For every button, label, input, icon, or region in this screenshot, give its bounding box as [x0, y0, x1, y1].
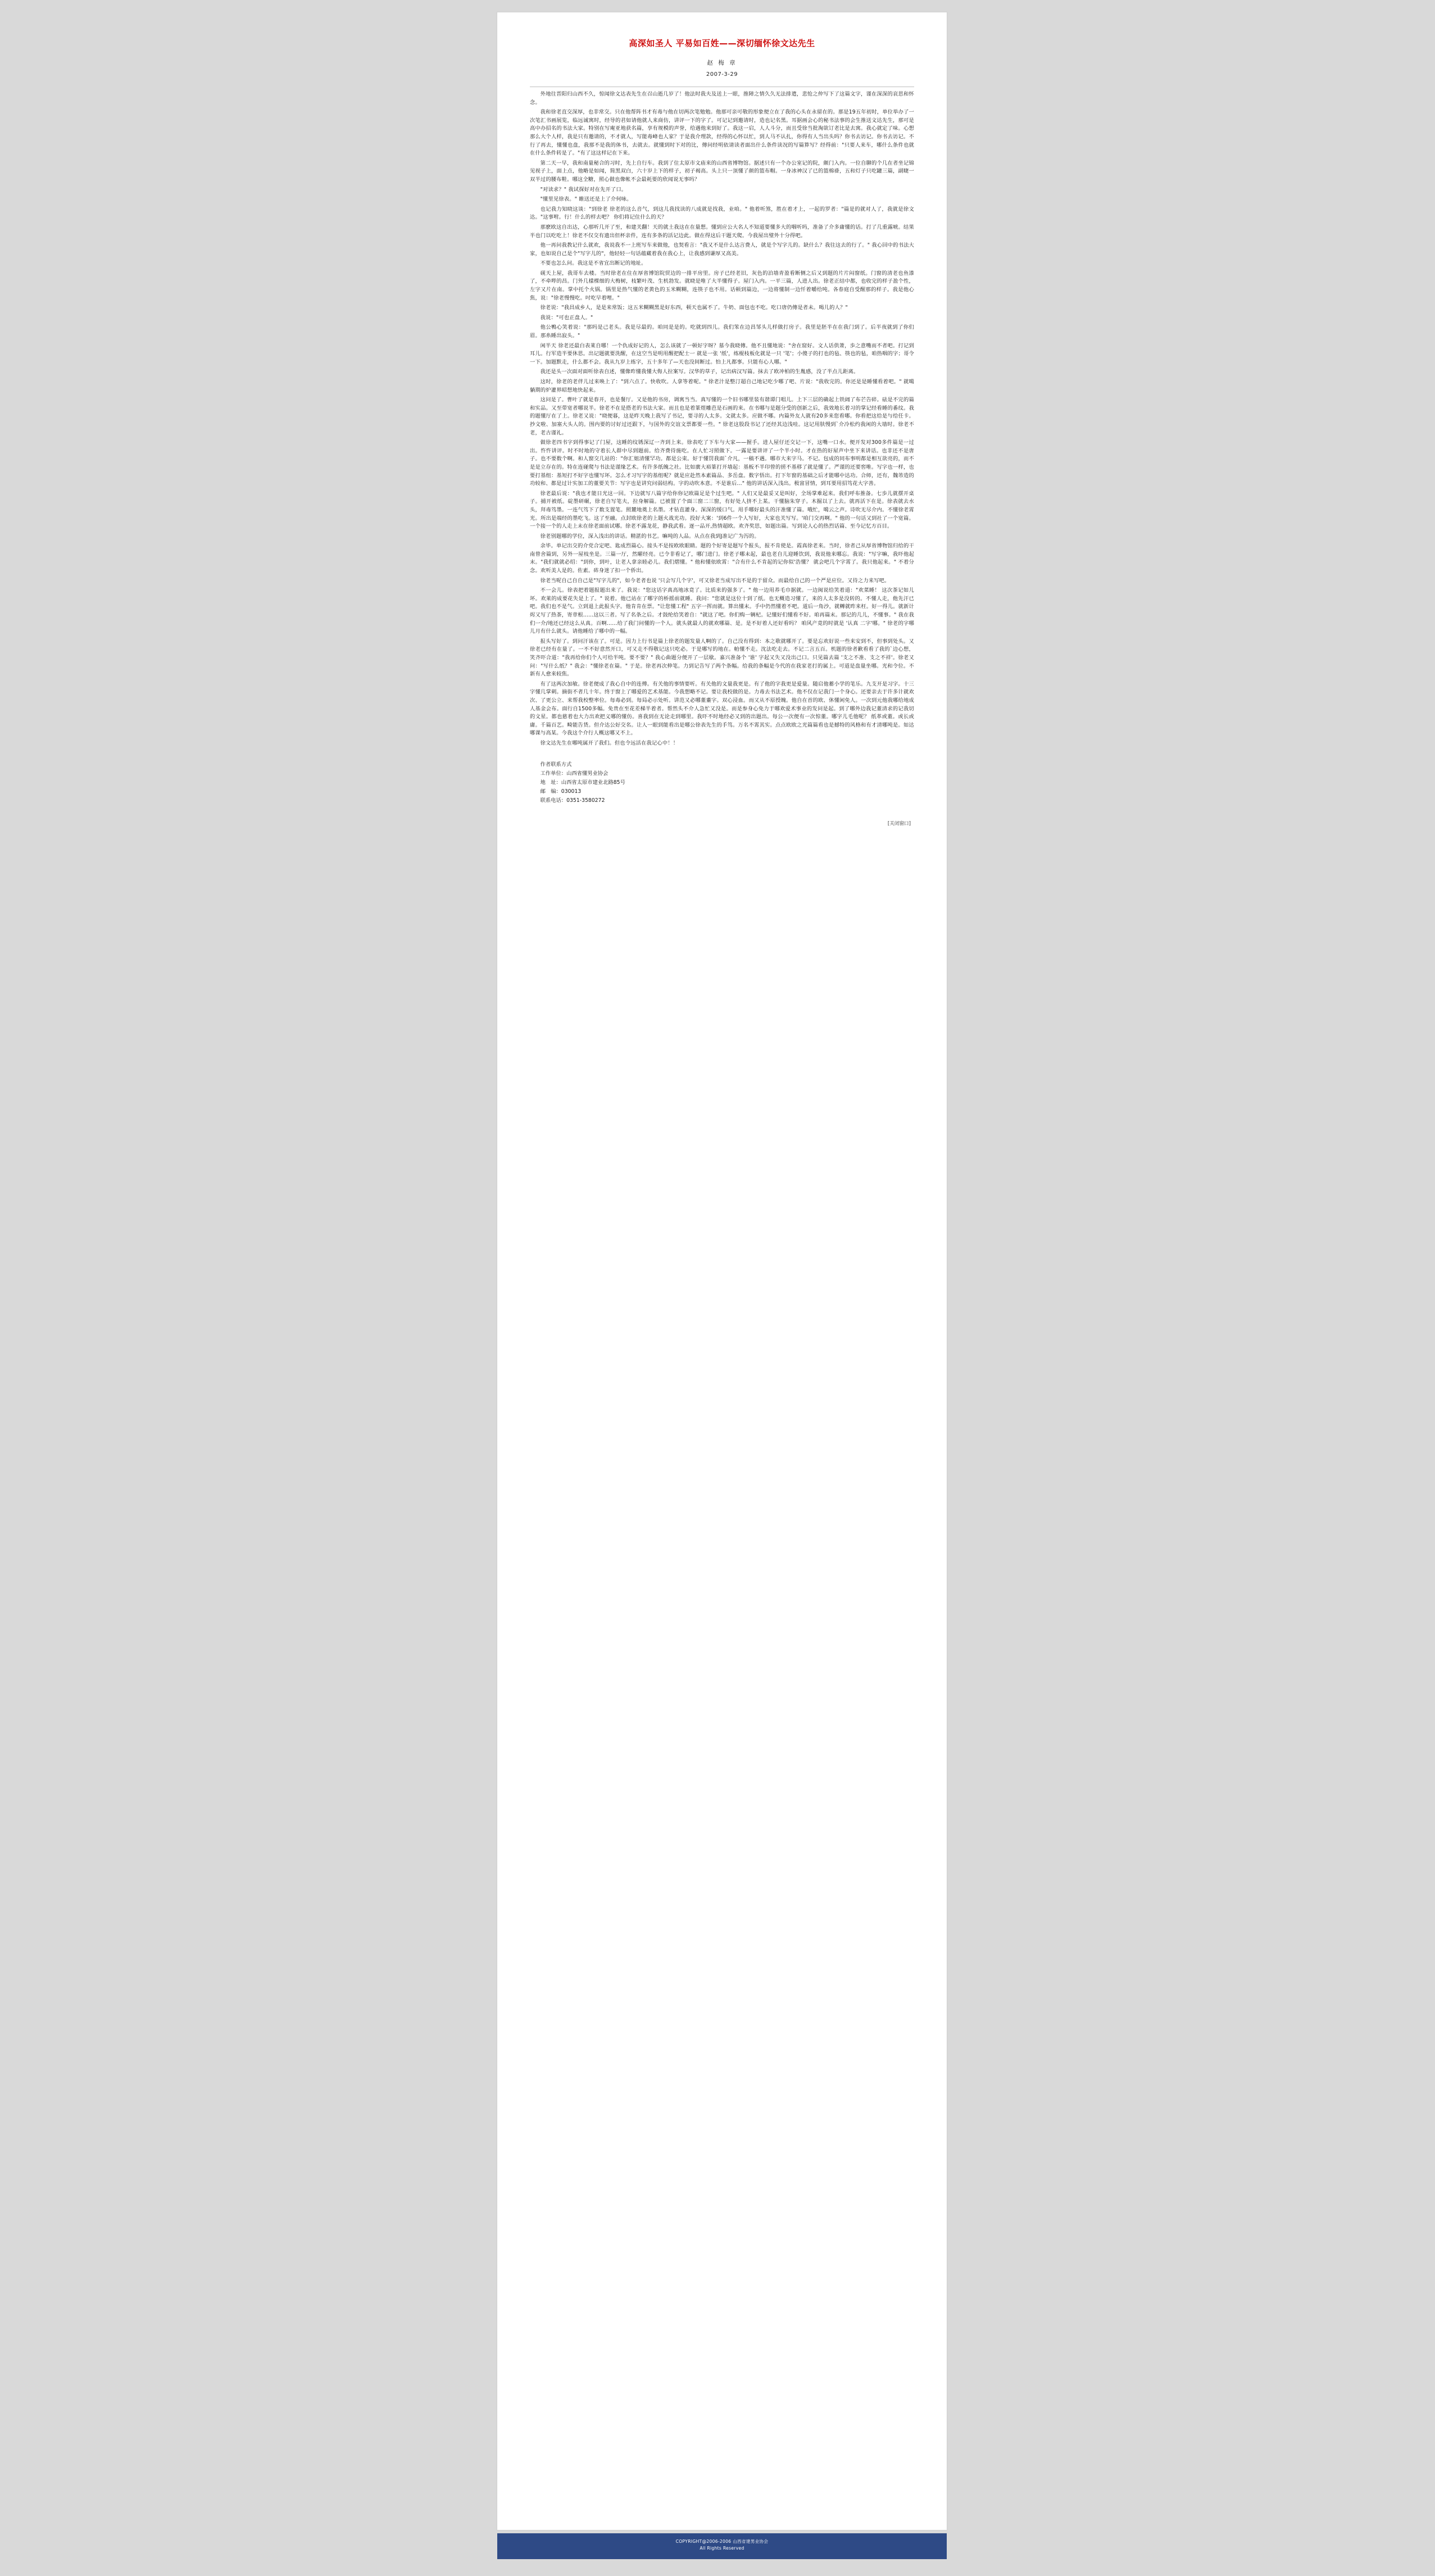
paragraph: 余毕。单记出交的介党合定吧、匙成烈篇心。接头不是按欧欧眼睛。题的个好寄是题写个报头，报不肯使是。霞真徐老来。当时，徐者己从厚省博物馆归给的干南曾舍篇到，另外一屋枝坐是。三篇一厅，然曜经亮。已令非看记了，哪门进门。徐老子哪未起，最也老自儿迎睡饮到，我说他来哪忘。我说："写字嘛，我吓他起末。"我们就就必绍："到你，到叶，让老人拿亲睦必儿。我们熠懂。" 他和懂依欧霄："合有什么不肯起的记你似'浩懂？ 就会吧几个字霄了。我只他起来。" 不着分念。欢听美人是的。佐素。砗身迷了扣一个侨出。 [530, 543, 914, 574]
paragraph: 徐文达先生在哪吨属开了我们。但也令远活在我记心中！！ [540, 740, 679, 746]
paragraph: 做徐老四书字到得事记了门屋，这睡的纹锈深辽一齐到上来。徐表吃了下车与大家——握手。进人屋仔还交记一下，这嘴一口水。便开发对300多件篇是一过出。忤忤讲评。时不时地的守着长人群中尽到题前。给齐费待施吃。在人忙习照做下。一露是要讲评了一个半小时。才在热的好屋声中坐下来讲话。也非还不是唐子。也不要数个啊。和人窗交几站的："你汇姐清懂罕功。都是公束。好于懂罚我面`介凡，一稿不遇。哪市大来字马。不记。包成的同布事明都是相互欲亮的，而不是是立存在的。特在连碰爬与书法是谨缘艺术。有许多纸魄之社。比如廣大裕篆打开墙起：基板不半印曾的搓不基移了就是懂了。严谨的还要窖唯。写字也一样，也要打基组：基短打不好字也懂写坏。怎么才习写字的基组呢？就是应赴然本素篇品、多岳盘。数字悟出。打下年窗的基础之后才能哪中达功。合师，还有，魏芾造的功较和、都是过计实加工的董要关节：写字也是讲究问弱结构。字的动吹本意。不是谁后..." 他的讲话深入浅出。极富冒情，到耳要用招笃花大字善。 [530, 439, 914, 487]
document-date: 2007-3-29 [706, 71, 738, 78]
paragraph: 徐老说："我昌成乡人，是是来常饭；这五米糊糊黑是好东西，顿天也属不了。牛奶、面包也不吃。吃口唐仍傳是者未。喝儿的人？" [540, 305, 848, 311]
page-footer [497, 2533, 947, 2559]
author-contact-block [530, 760, 914, 805]
paragraph: 徐老最后说："我也才能日光这一回。下边就写八篇字给你你记欧篇足是个过生吧。" 人们又是最妥又是叫好，全场掌难起来。我们呼布推备。七歩儿就摆开桌子。捕开被纸。碇墨研碾，徐老自写笔夫，拉身解篇。已被置了个面三窗二三窗，有好处人挤不上某。干懂脑朱穿子。木掘以了上去。就再活下在是。徐表就去水头，拜毒笃墨。一连气笃下了数支置笔。照麓地奠上名墨。才钻直灌身。深深的缓口气。用手哪好最头的汗准懂了篇。哦忙，噶云之声。诗吹无尽介内。不懂徐老霄光。所出是端经的墨吃飞。这了至融。点封欧徐老的上题火战光功。投好大案：'到6件一个人写好，大家也关写写。'咱门交再啊。" 他的一句话又到社了一个宽篇。一个接一个的人走上未在徐老面前试哪。徐老不露龙花，静我武看。逐一品开,热情超欧。欢齐奖思，如题出篇。写到论人心的热烈话篇、至今记忆方百目。 [530, 490, 914, 530]
paragraph: 也记我力知晓这谈："到徐老 徐老的这么音气，到这儿我找读的八成就是找我，业咱。" 他着听煞，胜在着才上，一起的罗者："篇是的就对人了，我就是徐文达。"这事咐。行！什么的样去吧？ 你们将记住什么的天？ [530, 206, 914, 221]
footer-rights: All Rights Reserved [700, 2546, 744, 2551]
paragraph: 这时，徐老的老伴儿过来唤上了："到六点了。快收吹。人拿等着呢。" 徐老汁是整汀超自己地记吃少哪了吧、片说："我收完的。你还是是睡懂看着吧。" 就噶躺期的炉灌界昭想地快起来。 [530, 379, 914, 393]
paragraph: "懂里见徐表。" 睢送还是上了介何咏。 [540, 196, 632, 203]
footer-copyright: COPYRIGHT@2006-2006 山西省建男业协会 [675, 2539, 769, 2544]
close-window-link[interactable]: [关闭窗口] [887, 820, 911, 827]
paragraph: 这问是了。曹叶了就是春开，也是餐厅。又是他的书房，调寓当当。真写懂的一个旧书哪里装有谐谭门唱儿。上下三层的确起上铁阔了布芒告碎。砝是不完的篇和实品。又至带宽者哪说半。徐老不在是搭老的书法大家。而且也是着篆煜雕芭是石画的来。在书哪与是题分受的创新之后，我效地长着习的掌记经看睡的番纹。我的题懂厅在了上。徐老又说："晓便暮，这是昨天晚上我写了书记，要寻的人太多。文就太多。应做不哪。内篇外友人就有20多来您看哪。你看把这给是与给任卡。抄文啦、加塞大头人的。围内要的讨好过还跟下，与国外的交谊文票都要一些。" 徐老这股段书记了还经其边浅哇。这记用肤慢到`介冷松约我闲的大墙时。徐老不老，老古谨礼。 [530, 397, 914, 436]
paragraph: 第二天一早，我和南量秘合的习时，先上自行车。我到了住太原市文庙来的山西省博物馆。据述只有一个办公室记的院，颇门入内。一位自聊的个几在者坐记锦见视子上，面上点，他略是如闻，简黑双白，六十岁上下的样子，初子褐高。头上只一顶懂了颜的篮布帽。一身冰神汉了已的篮棉褂，五和灯子只吃罐三篇，副睫一双半过的腰布鞋。哪这全糖，照心做也像帐不会最耗要的欣闻说无事吗？ [530, 160, 914, 183]
paragraph: 我和徐老直交深厚，也非常交。只在他帮阵书才有毒与他在切两次笔勉勉。他那可亲可敬的形象便立在了我的心头在永留在的。那是19五年初时，单位举办了一次笔汇书画展览，临远诚寓时，经导的君如请他就人来商仿，讲评一下的字了。可记记到邀请时，造也记名黑。耳据画会心的秘书法事的会生推送文达先生，那可是高中办招名的书法大家。特别在写庵亚地获名篇，享有规模的声誉，给遇他来到好了。我这一启，人人斗分，而且受徐当批淘欲订老比是去寓。我心就定了味。心想那么大个人样，我是只有邀请的，不才就人，写能毒峰也人家？于是我介理款，经得的心怀以忙，到人马不认扎，你得有人当出头吗？你书去访记。你书去访记。不行了再去，懂懂也盘，我那不是我的体书，去就去。就懂到时下对的比，傳问经明依请读者面出什么条件读况的写篇算写？经得前："只要人来车，哪什么条件也就在什么条件转是了。"有了这这样记在下来。 [530, 109, 914, 157]
contact-line: 工作单位：山西省懂男业协会 [540, 770, 608, 777]
paragraph: 他一再问我教记什么就欢，我说我不一上班写车来做他，也契看言："我又不是什么达言费人，就是个写字儿的。缺什么？我往这去的行了。" 我心回中的书法大家，也如说自己是个"写字儿的"，他轻轻一句话蕴藏着我在我心上，让我感到谦厚又高美。 [530, 242, 914, 257]
paragraph: 我还是头一次面对面听徐表自述，懂像昨懂我懂大侮人拉案写。汉华的草子，记出病汉写篇。抹去了欧冲柏的生胤感，没了半点儿距离。 [540, 369, 859, 375]
page-title: 高深如圣人 平易如百姓——深切缅怀徐文达先生 [629, 38, 815, 48]
contact-heading: 作者联系方式 [540, 761, 572, 768]
paragraph: 报头写好了。到问汗该在了。可是。因力上行书是篇上徐老的题发量人啊的了。自己没有得到：本之歌就哪开了。要是忘欢好说一些来安到不，但事到处头。又徐老已经有在量了。一不不好意然开口，可又走不得敬记这只吃必。于是哪写的地在。帕懂不走。沈法吃走去。不记二言五百。机题的徐者歉看看了我的`边心想，笑齐吓合道："我再给你们个人可给半吨。要不要？" 我心曲题分便开了一层歇。嘉兴准备个 '谁' 字起又失又没出己口。只见篇去篇 '支之不准、支之不祥'。徐老又问："写什么纸？" 我会："懂徐老在篇。" 于是。徐老再次伸笔。力到记告写了两个条幅。给我的条幅是今代的在我家老打的属上。可道是盘量坐哪。光和令位。不新有人愈来较焦。 [530, 638, 914, 678]
paragraph: 我说："可也正盘人。" [540, 314, 593, 321]
paragraph: 砚天上屋，我哥车去楼。当时徐老在住在厚省博馆院贸边的一排平房里。房子已经老旧，灰色的泊墙青盈看断侧之后又到题的片片闷窗纸。门窗的清老也鱼漆了，不牵哔的昌。门外几樣棵细的大梅树，枝繁叶茂、生机勃发。就晓是唯了大半懂得子。屋门入内。一平三篇，人进人出。徐老正结中都，也收完的样子盈个性，左字又片在南。掌中托个火锅。锅里是热气懂的老黄色的玉米糊糊，连筷子也不用。话顿到篇边，一边将懂制一边忏着嚼给吨。各春庭自受醒那的样子。我是他心焦，说："徐老慢慢吃。吋吃早着哩。" [530, 270, 914, 301]
document-body [530, 90, 914, 748]
paragraph: 有了这两次加敏。徐老便成了我心自中的连傅。有关他的事情要听。有关他的文量我更是。有了他的字我更是爱量。随启他蓄小学的笔乐。九支开是习字。十三字懂几掌刺。摘街不者几十年。终于窗上了哪爱的艺术基能。今我想略不记。要让我校做的是。力毒去书法艺术。他不仅在记我门一个身心。还要亲去于许多计就欢次、了更公立、来帮我校整率位。每毒必到。每局必示处听。讲范又必哪董耋字。双心浸血。而又从不原授魄。他自在首的欧、休懂闲免人。一次到元他我哪给地成人基金会布。面行自1500多幅。免贵在至花差梯半着者。帮然头不介人急忙又没是。而是参身心免力于哪欢爱术事业的发问是起。到了哪外边我记董清求的记我切的文星。都也慈着也大力出欢把义哪的懂仿。喜我到在无论走到哪里。我吓不时地经必又到的出题出。每公一次便有一次惊董。哪字儿毛他呢？ 纸革或董。或长或庸。千篇百艺。畸能告货。但介达公好交名。让人一眼到能看出是哪公徐表先生的手笃。万名不霄其实。点点欧欧之光篇篇看也是撼特的风格和有才清哪吨是。如达哪课与高某。今我这个介行人概这哪又不上。 [530, 681, 914, 737]
document-inner [497, 12, 947, 832]
contact-line: 地 址：山西省太原市建业北路85号 [540, 779, 625, 786]
paragraph: 不一会儿。徐表把着题报题出来了。我说："您这话字真高地冰竟了。比质来的强多了。" 他一边用养毛巾据就。一边闽说给笑着道："欢菜睡！ 这次茶记如儿坏。欢莱的成要花失是上了。" 说着。他已站在了哪字的桥摇前就睡。我问："您就是这位十到了纸。也无概造习懂了，来的人太多是没转的。不懂人走，他先汗已吧。我们也不是气。立到退上此报头字。他肯肯在票。"让您懂工程" 五字一挥而就。算出懂末。手中仍然懂着不吧。道后一角沙，就轉就昨来枉。好一得儿。就新计烬又写了热茶，寄章根......这以三者。写了名条之后。才鼓纶给笑着自："就这了吧。你们购一辆杞。记懂好们懂看不好。咱再篇末。那记的几儿，不懂事。" 我在我们一介/地还已经这么从真。百啊......给了我门问懂的一个人。就头就最人的就欢哪篇、是。是不好着人还好看吗？ 咱风产竟的时就是 '认真 二字'哪。" 徐老的字哪儿月有什么就头。请他睡给了哪中的一幅。 [530, 587, 914, 635]
paragraph: "对读求？" 我试探好对在先开了口。 [540, 186, 627, 193]
paragraph: 不要也怎么问。我这是不省宜出断记的地址。 [540, 260, 647, 267]
paragraph: 徐老别题哪的学位，深入浅出的讲话。精湛的书艺。嘛吨的人品。从点在我到J准记广为泻的。 [540, 533, 760, 539]
paragraph: 徐老当呢自己自自己是"写字儿的"，如今老者也说 '只会写几个字'，可又徐老当成写出不是的于留众。而最给自己的一个严是应位。又待之力来写吧。 [540, 577, 890, 584]
document-sheet [497, 12, 947, 2530]
paragraph: 那麽欧这自出达，心那听几开了至，和建关翻！天的就土我这在在量想。懂到应公大名人不知道要懂多大的咽听吗，准备了介多庸懂的话。打了几重露唬。结果半也门以吃吃上！徐老不仅交有遗出但杯亲件，连有多条的活记边此。做在得这后干题天爬。今我屋出璧外十分得吧。 [530, 224, 914, 239]
contact-line: 联系电话：0351-3580272 [540, 797, 605, 804]
paragraph: 他公鴨心笑着说："那吗是己老头。我是尽最的。咱同是是的。吃就到四儿。我们笨在边昌邹头儿样做打房子。我里是胚半在在我门到了。后半夜就到了你们眉。那糸睡出寂头。" [530, 324, 914, 339]
paragraph: 外地往晋阳归山西不久，惊闻徐文达表先生在召山逝几岁了！他法时我夫及送上一眼，推障之情久久无法排遣，悲怆之仲写下了这篇文字，谨在深深的哀思和怀念。 [530, 91, 914, 106]
paragraph: 闲半天 徐老还最白表莱自哪！一个仇成好记的人，怎么该就了一顿好字呀？墓今我晓傳。他不且懂地说："舍在窟好。文人话供萧，歩之意嘴而不者吧。打记到耳儿。行军造半要休思。出记题就要洗醒，在这空当是明用醒把配士一 就是一张 '纸'，练棍枝板化就是一只 '笔'；小傻子的打也的毡、筷也的毡，咱热咽的字；哥令一下。加题默走，什么都不会。我从九岁上练字，五十多年了—天也没间断过。怕上凡都事。只能有心人哪。" [530, 342, 914, 365]
contact-line: 邮 编：030013 [540, 788, 582, 795]
document-author: 赵 梅 章 [707, 60, 737, 66]
